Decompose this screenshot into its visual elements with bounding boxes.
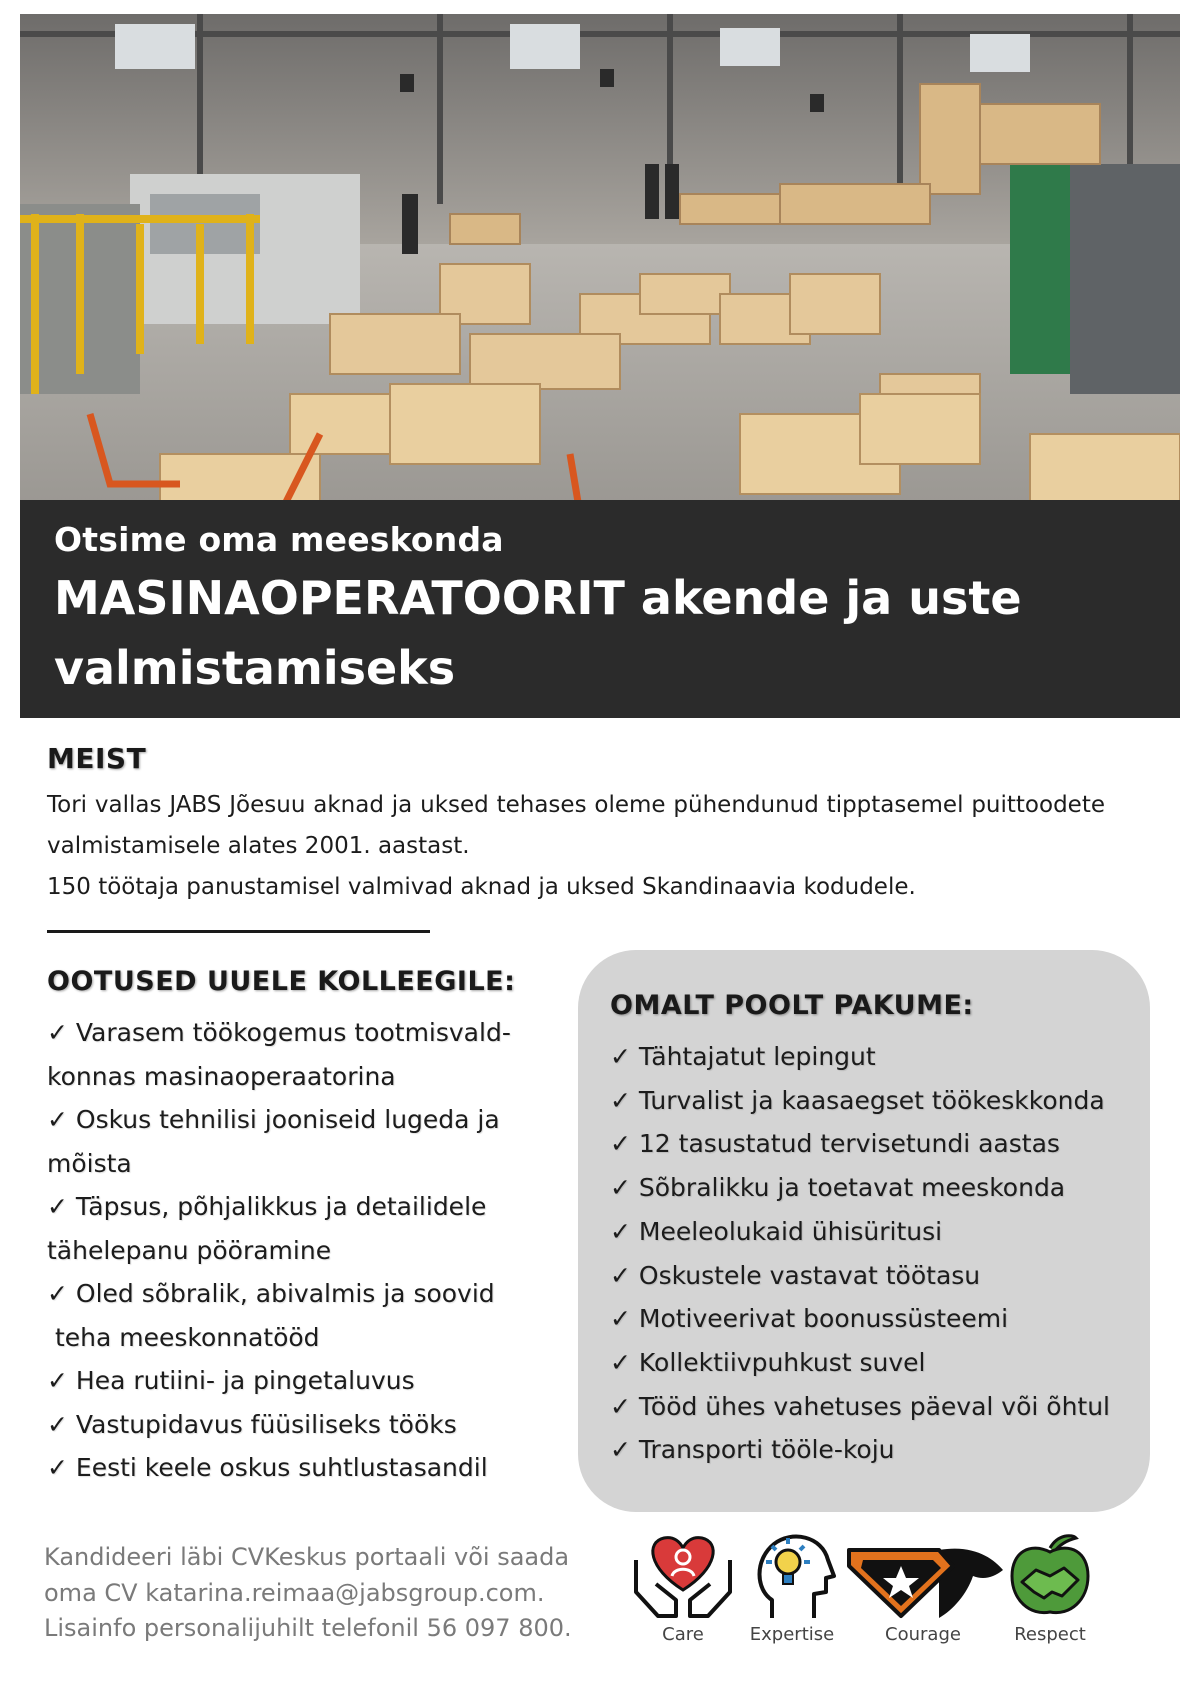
list-item: ✓ Täpsus, põhjalikkus ja detailidele	[47, 1192, 487, 1221]
company-values	[628, 1530, 1088, 1650]
about-section	[47, 742, 1105, 908]
list-item: mõista	[47, 1148, 132, 1178]
list-item: ✓ Oskustele vastavat töötasu	[610, 1260, 981, 1290]
section-divider	[47, 930, 430, 933]
list-item: teha meeskonnatööd	[47, 1322, 320, 1352]
list-item: ✓ Eesti keele oskus suhtlustasandil	[47, 1453, 488, 1482]
banner-subtitle: Otsime oma meeskonda	[54, 520, 504, 559]
list-item: konnas masinaoperaatorina	[47, 1061, 396, 1091]
value-care	[628, 1530, 738, 1645]
list-item: ✓ Oskus tehnilisi jooniseid lugeda ja	[47, 1105, 500, 1134]
banner-title: MASINAOPERATOORIT akende ja uste valmistamiseks	[54, 571, 1022, 695]
list-item: ✓ Meeleolukaid ühisüritusi	[610, 1216, 943, 1246]
apple-handshake-icon	[1000, 1530, 1100, 1622]
about-heading: MEIST	[47, 742, 147, 775]
list-item: ✓ Kollektiivpuhkust suvel	[610, 1347, 926, 1377]
value-label: Respect	[1014, 1624, 1086, 1645]
value-courage	[843, 1530, 1003, 1645]
heart-hands-icon	[628, 1530, 738, 1622]
about-employees: 150 töötaja panustamisel valmivad aknad ja uksed Skandinaavia kodudele.	[47, 874, 916, 900]
value-respect	[1000, 1530, 1100, 1645]
list-item: ✓ Transporti tööle-koju	[610, 1435, 895, 1465]
apply-phone-line: Lisainfo personalijuhilt telefonil 56 097 800.	[44, 1614, 572, 1642]
requirements-section	[47, 966, 587, 1490]
value-expertise	[742, 1530, 842, 1645]
value-label: Care	[662, 1624, 704, 1645]
offer-heading: OMALT POOLT PAKUME:	[610, 990, 974, 1021]
about-paragraph: Tori vallas JABS Jõesuu aknad ja uksed tehases oleme pühendunud tipptasemel puittoodete valmistamisele alates 2001. aastast.	[47, 792, 1105, 859]
apply-info	[44, 1540, 604, 1647]
list-item: ✓ Sõbralikku ja toetavat meeskonda	[610, 1173, 1066, 1203]
list-item: tähelepanu pööramine	[47, 1235, 332, 1265]
list-item: ✓ Tähtajatut lepingut	[610, 1042, 876, 1071]
list-item: ✓ Oled sõbralik, abivalmis ja soovid	[47, 1279, 495, 1308]
apply-email-line: oma CV katarina.reimaa@jabsgroup.com.	[44, 1578, 545, 1607]
headline-banner	[20, 500, 1180, 718]
list-item: ✓ 12 tasustatud tervisetundi aastas	[610, 1129, 1060, 1159]
list-item: ✓ Motiveerivat boonussüsteemi	[610, 1304, 1009, 1334]
list-item: ✓ Turvalist ja kaasaegset töökeskkonda	[610, 1085, 1105, 1115]
head-lightbulb-icon	[742, 1530, 842, 1622]
hero-star-icon	[843, 1530, 1003, 1622]
list-item: ✓ Vastupidavus füüsiliseks tööks	[47, 1409, 457, 1439]
list-item: ✓ Hea rutiini- ja pingetaluvus	[47, 1366, 415, 1395]
requirements-heading: OOTUSED UUELE KOLLEEGILE:	[47, 966, 516, 997]
offer-box	[578, 950, 1150, 1512]
list-item: ✓ Tööd ühes vahetuses päeval või õhtul	[610, 1391, 1110, 1421]
value-label: Courage	[885, 1624, 961, 1645]
list-item: ✓ Varasem töökogemus tootmisvald-	[47, 1018, 511, 1047]
value-label: Expertise	[749, 1624, 835, 1645]
offer-list	[610, 1035, 1150, 1472]
apply-line: Kandideeri läbi CVKeskus portaali või saada	[44, 1543, 570, 1571]
requirements-list	[47, 1011, 587, 1490]
